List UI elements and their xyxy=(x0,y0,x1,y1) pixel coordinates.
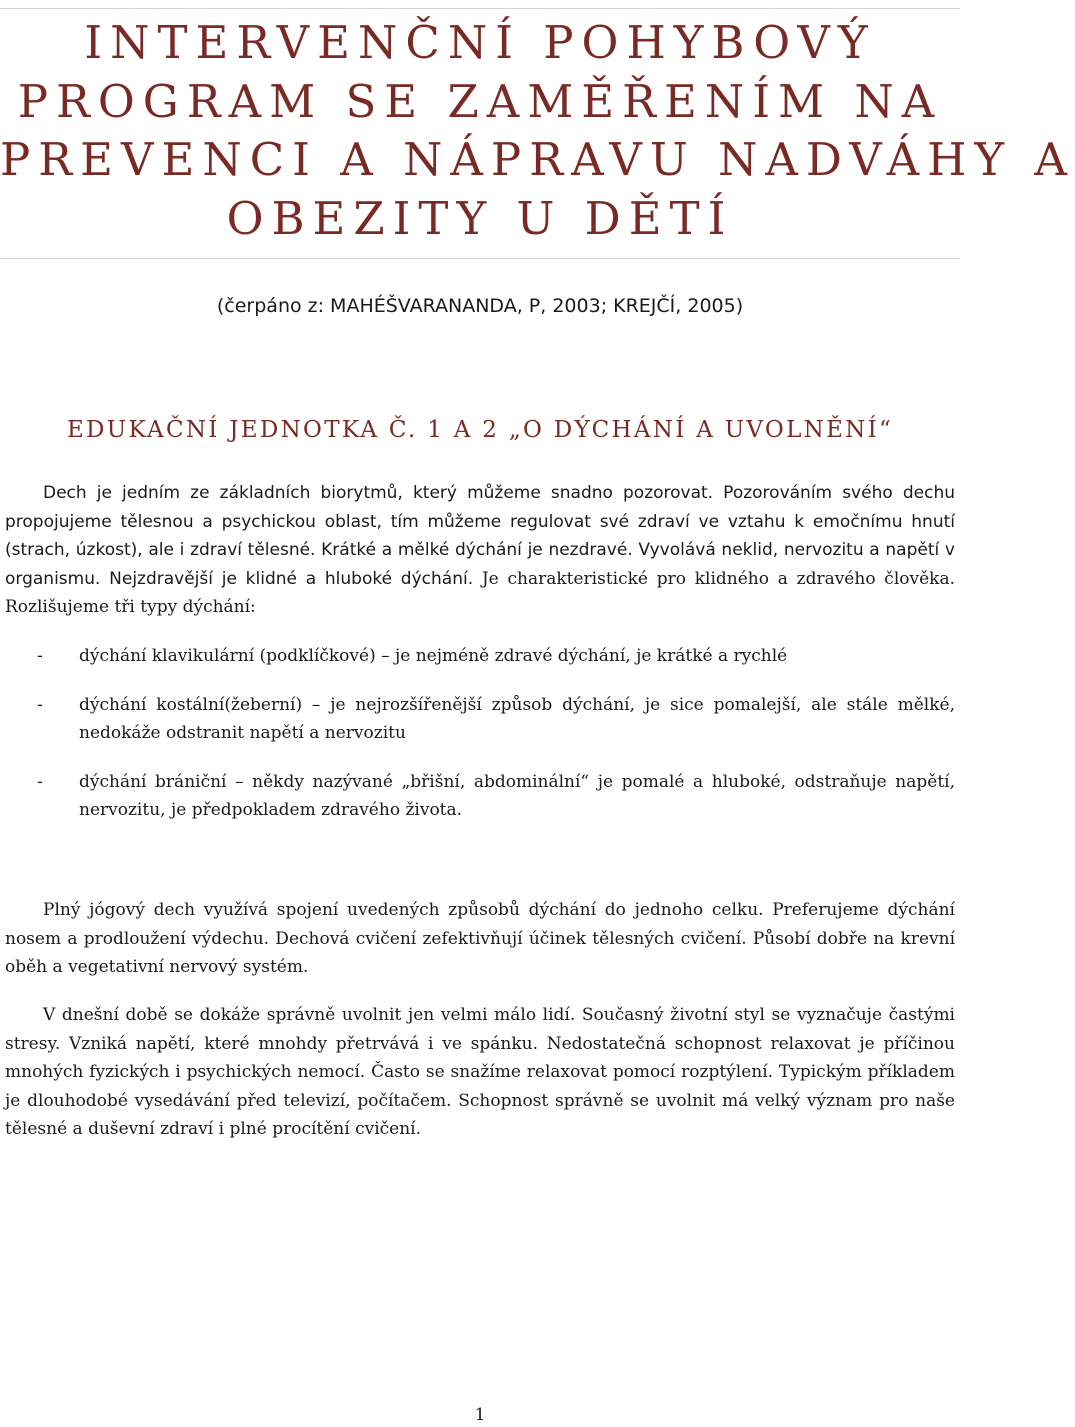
document-title xyxy=(0,14,1075,248)
title-line-2: PROGRAM SE ZAMĚŘENÍM NA xyxy=(17,74,943,128)
title-top-rule xyxy=(0,8,960,9)
relaxation-paragraph xyxy=(5,1001,955,1144)
section-heading: EDUKAČNÍ JEDNOTKA Č. 1 A 2 „O DÝCHÁNÍ A UVOLNĚNÍ“ xyxy=(66,417,894,443)
yoga-breath-text: Plný jógový dech využívá spojení uvedených způsobů dýchání do jednoho celku. Preferujeme dýchání nosem a prodloužení výdechu. Dechová cvičení zefektivňují účinek tělesných cvičení. Působí dobře na krevní oběh a vegetativní nervový systém. xyxy=(5,900,955,978)
list-marker: - xyxy=(37,694,43,715)
list-item-text: dýchání brániční – někdy nazývané „břišní, abdominální“ je pomalé a hluboké, odstraňuje napětí, nervozitu, je předpokladem zdravého života. xyxy=(79,771,955,821)
list-item xyxy=(5,768,955,825)
list-item xyxy=(5,691,955,748)
list-item-text: dýchání klavikulární (podklíčkové) – je nejméně zdravé dýchání, je krátké a rychlé xyxy=(79,646,788,666)
list-marker: - xyxy=(37,646,43,666)
intro-part-1: Dech je jedním ze základních biorytmů, který můžeme snadno pozorovat. Pozorováním svého dechu propojujeme tělesnou a psychickou oblast, tím můžeme regulovat své zdraví ve vztahu k emočnímu hnutí (strach, úzkost), ale i zdraví tělesné. Krátké a mělké dýchání je nezdravé. Vyvolává neklid, nervozitu a napětí v organismu. Nejzdravější je klidné a hluboké dýchání. xyxy=(5,483,955,589)
title-line-3: PREVENCI A NÁPRAVU NADVÁHY A xyxy=(0,133,1075,186)
list-marker: - xyxy=(37,771,43,792)
yoga-breath-paragraph xyxy=(5,896,955,982)
relaxation-text: V dnešní době se dokáže správně uvolnit jen velmi málo lidí. Současný životní styl se vyznačuje častými stresy. Vzniká napětí, které mnohdy přetrvává i ve spánku. Nedostatečná schopnost relaxovat je příčinou mnohých fyzických i psychických nemocí. Často se snažíme relaxovat pomocí rozptýlení. Typickým příkladem je dlouhodobé vysedávání před televizí, počítačem. Schopnost správně se uvolnit má velký význam pro naše tělesné a duševní zdraví i plné procítění cvičení. xyxy=(5,1005,955,1140)
source-citation: (čerpáno z: MAHÉŠVARANANDA, P, 2003; KREJČÍ, 2005) xyxy=(216,295,744,317)
list-item xyxy=(5,642,955,671)
title-bottom-rule xyxy=(0,258,960,259)
breathing-types-list xyxy=(5,642,955,845)
list-item-text: dýchání kostální(žeberní) – je nejrozšířenější způsob dýchání, je sice pomalejší, ale stále mělké, nedokáže odstranit napětí a nervozitu xyxy=(79,694,955,744)
intro-paragraph xyxy=(5,479,955,622)
title-line-4: OBEZITY U DĚTÍ xyxy=(226,191,734,245)
page-number: 1 xyxy=(474,1405,486,1425)
intro-part-2: Je charakteristické pro klidného a zdravého člověka. Rozlišujeme tři typy dýchání: xyxy=(5,568,956,618)
title-line-1: INTERVENČNÍ POHYBOVÝ xyxy=(84,16,876,69)
